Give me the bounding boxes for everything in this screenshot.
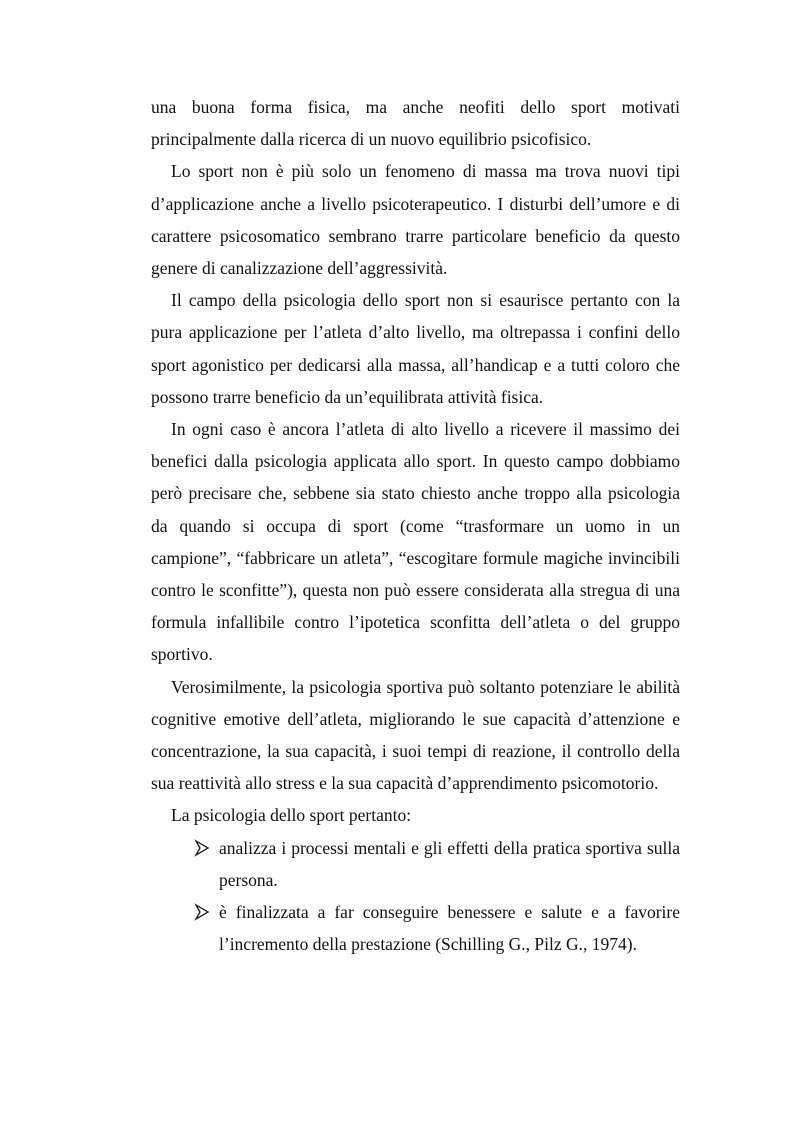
paragraph-2: Lo sport non è più solo un fenomeno di massa ma trova nuovi tipi d’applicazione anche a livello psicoterapeutico. I disturbi dell’umore e di carattere psicosomatico sembrano trarre particolare beneficio da questo genere di canalizzazione dell’aggressività.	[151, 161, 680, 279]
paragraph-3: Il campo della psicologia dello sport non si esaurisce pertanto con la pura applicazione per l’atleta d’alto livello, ma oltrepassa i confini dello sport agonistico per dedicarsi alla massa, all’handicap e a tutti coloro che possono trarre beneficio da un’equilibrata attività fisica.	[151, 290, 680, 407]
list-item-text: analizza i processi mentali e gli effetti della pratica sportiva sulla persona.	[219, 837, 680, 890]
document-page	[151, 91, 680, 960]
bullet-list	[151, 832, 680, 961]
paragraph-6: La psicologia dello sport pertanto:	[171, 805, 412, 826]
list-item-text: è finalizzata a far conseguire benessere e salute e a favorire l’incremento della prestazione (Schilling G., Pilz G., 1974).	[219, 902, 680, 955]
list-item	[194, 896, 680, 960]
arrow-bullet-icon	[194, 896, 210, 928]
arrow-bullet-icon	[194, 832, 210, 864]
list-item	[194, 832, 680, 896]
paragraph-4: In ogni caso è ancora l’atleta di alto livello a ricevere il massimo dei benefici dalla psicologia applicata allo sport. In questo campo dobbiamo però precisare che, sebbene sia stato chiesto anche troppo alla psicologia da quando si occupa di sport (come “trasformare un uomo in un campione”, “fabbricare un atleta”, “escogitare formule magiche invincibili contro le sconfitte”), questa non può essere considerata alla stregua di una formula infallibile contro l’ipotetica sconfitta dell’atleta o del gruppo sportivo.	[151, 419, 680, 665]
paragraph-1: una buona forma fisica, ma anche neofiti dello sport motivati principalmente dalla ricerca di un nuovo equilibrio psicofisico.	[151, 97, 680, 150]
paragraph-5: Verosimilmente, la psicologia sportiva può soltanto potenziare le abilità cognitive emotive dell’atleta, migliorando le sue capacità d’attenzione e concentrazione, la sua capacità, i suoi tempi di reazione, il controllo della sua reattività allo stress e la sua capacità d’apprendimento psicomotorio.	[151, 676, 680, 794]
